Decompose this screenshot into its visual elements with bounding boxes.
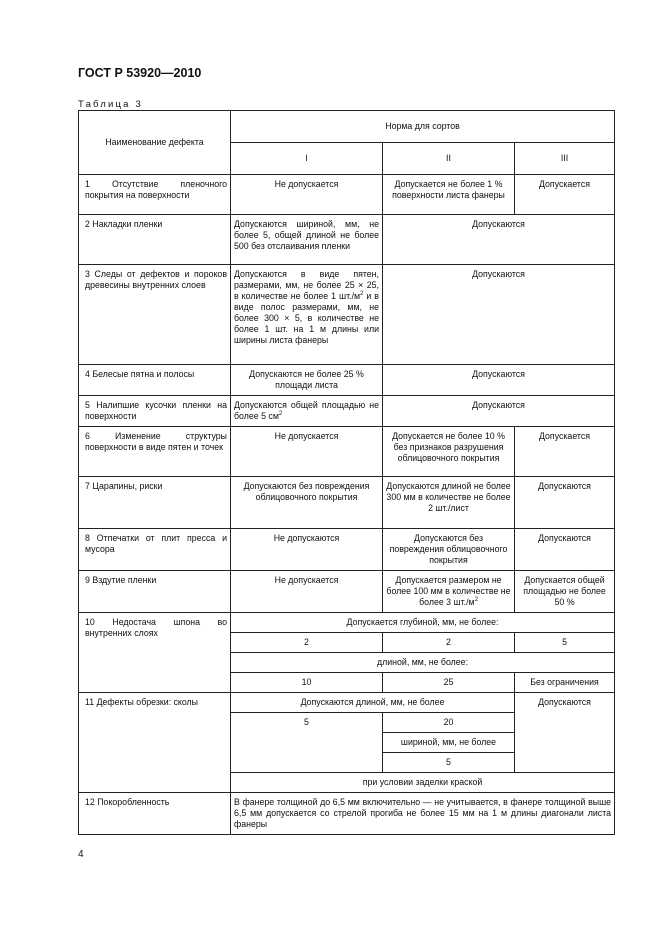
length-subheader: Допускаются длиной, мм, не более	[231, 693, 515, 713]
defect-name: 12 Покоробленность	[79, 793, 231, 835]
defect-name: 4 Белесые пятна и полосы	[79, 365, 231, 396]
grade-2-3-value: Допускаются	[383, 265, 615, 365]
defect-name: 5 Налипшие кусочки пленки на поверхности	[79, 396, 231, 427]
table-row	[79, 693, 615, 713]
note: при условии заделки краской	[231, 773, 615, 793]
grade-2-value: 25	[383, 673, 515, 693]
defect-name: 1 Отсутствие пленочного покрытия на поверхности	[79, 175, 231, 215]
length-subheader: длиной, мм, не более:	[231, 653, 615, 673]
grade-3-value: Допускается	[515, 175, 615, 215]
defect-name: 7 Царапины, риски	[79, 477, 231, 529]
document-header: ГОСТ Р 53920—2010	[78, 66, 202, 80]
grade-1-text-b: и в виде полос размерами, мм, не более 300 × 5, в количестве не более 1 шт. на 1 м длины или ширины листа фанеры	[234, 291, 379, 345]
grades-value: В фанере толщиной до 6,5 мм включительно — не учитывается, в фанере толщиной выше 6,5 мм допускается со стрелой прогиба не более 15 мм на 1 м длины диагонали листа фанеры	[231, 793, 615, 835]
table-row	[79, 529, 615, 571]
grade-2-3-value: Допускаются	[383, 215, 615, 265]
grade-2-value: Допускаются длиной не более 300 мм в количестве не более 2 шт./лист	[383, 477, 515, 529]
grade-1-value: Не допускаются	[231, 529, 383, 571]
grade-1-text-a: Допускаются в виде пятен, размерами, мм, не более 25 × 25, в количестве не более 1 шт./м	[234, 269, 379, 301]
table-row	[79, 613, 615, 633]
table-row	[79, 477, 615, 529]
grade-1-value: Не допускается	[231, 427, 383, 477]
grade-3-value: Допускается	[515, 427, 615, 477]
grade-3-value: Допускаются	[515, 477, 615, 529]
grade-3-header: III	[515, 143, 615, 175]
grade-2-value: Допускается не более 10 % без признаков разрушения облицовочного покрытия	[383, 427, 515, 477]
depth-subheader: Допускается глубиной, мм, не более:	[231, 613, 615, 633]
grade-2-header: II	[383, 143, 515, 175]
table-row	[79, 427, 615, 477]
superscript: 2	[278, 411, 283, 418]
table-row	[79, 175, 615, 215]
grade-2-3-value: Допускаются	[383, 365, 615, 396]
page-number: 4	[78, 849, 84, 860]
table-row	[79, 265, 615, 365]
defect-name: 3 Следы от дефектов и пороков древесины внутренних слоев	[79, 265, 231, 365]
grade-1-value	[231, 396, 383, 427]
defect-name: 11 Дефекты обрезки: сколы	[79, 693, 231, 793]
grade-1-value: 10	[231, 673, 383, 693]
grade-2-value: Допускаются без повреждения облицовочного покрытия	[383, 529, 515, 571]
grade-3-value: Допускается общей площадью не более 50 %	[515, 571, 615, 613]
defect-name: 9 Вздутие пленки	[79, 571, 231, 613]
defect-name: 10 Недостача шпона во внутренних слоях	[79, 613, 231, 693]
grade-3-value: Без ограничения	[515, 673, 615, 693]
grade-2-3-value: Допускаются	[383, 396, 615, 427]
grade-3-value: 5	[515, 633, 615, 653]
width-subheader: шириной, мм, не более	[383, 733, 515, 753]
table-row	[79, 215, 615, 265]
grade-1-value: Не допускается	[231, 175, 383, 215]
grade-1-value: Не допускается	[231, 571, 383, 613]
grade-1-value: 2	[231, 633, 383, 653]
grade-2-value	[383, 571, 515, 613]
grade-2-value: 2	[383, 633, 515, 653]
superscript: 2	[360, 291, 364, 298]
defect-column-header: Наименование дефекта	[79, 111, 231, 175]
grade-2-width-value: 5	[383, 753, 515, 773]
grade-3-value: Допускаются	[515, 529, 615, 571]
table-row	[79, 571, 615, 613]
defect-name: 2 Накладки пленки	[79, 215, 231, 265]
grade-1-value	[231, 265, 383, 365]
table-row	[79, 793, 615, 835]
grade-1-value: 5	[231, 713, 383, 773]
grade-2-value: Допускается не более 1 % поверхности листа фанеры	[383, 175, 515, 215]
grade-1-value: Допускаются не более 25 % площади листа	[231, 365, 383, 396]
grade-1-value: Допускаются шириной, мм, не более 5, общей длиной не более 500 без отслаивания пленки	[231, 215, 383, 265]
grade-1-value: Допускаются без повреждения облицовочного покрытия	[231, 477, 383, 529]
defect-name: 6 Изменение структуры поверхности в виде пятен и точек	[79, 427, 231, 477]
table-row	[79, 365, 615, 396]
table-row	[79, 396, 615, 427]
table-caption: Таблица 3	[78, 99, 143, 110]
grade-1-header: I	[231, 143, 383, 175]
superscript: 2	[474, 597, 478, 604]
norm-column-header: Норма для сортов	[231, 111, 615, 143]
grade-2-text: Допускается размером не более 100 мм в количестве не более 3 шт./м	[386, 575, 511, 607]
header-row	[79, 111, 615, 143]
grade-3-value: Допускаются	[515, 693, 615, 773]
grade-2-value: 20	[383, 713, 515, 733]
grade-1-text-a: Допускаются общей площадью не более 5 см	[234, 400, 379, 421]
defect-name: 8 Отпечатки от плит пресса и мусора	[79, 529, 231, 571]
defects-table	[78, 110, 615, 835]
